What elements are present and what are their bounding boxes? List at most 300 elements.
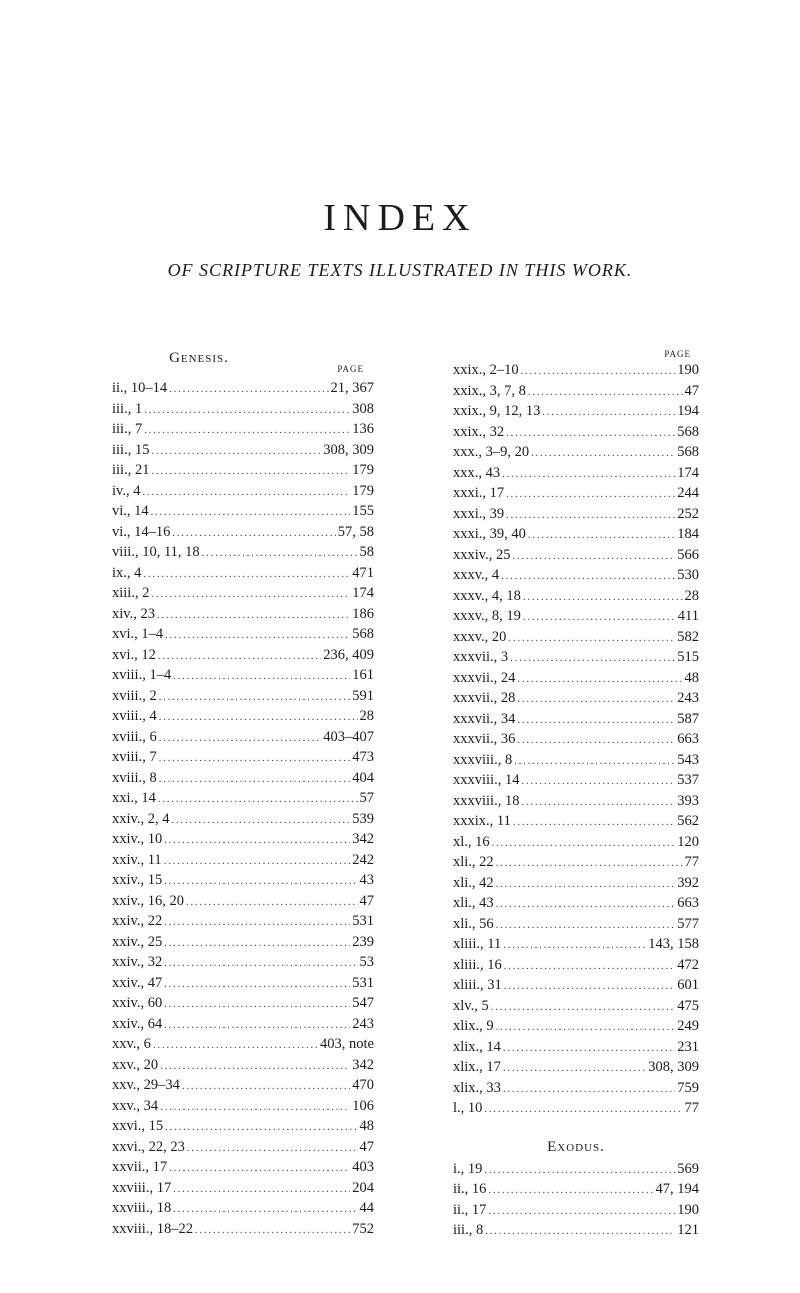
index-entry bbox=[453, 934, 699, 955]
index-entry bbox=[453, 729, 699, 750]
entry-page-number: 473 bbox=[352, 749, 374, 765]
dot-leader bbox=[512, 547, 675, 568]
entry-page-number: 547 bbox=[352, 995, 374, 1011]
entry-page-number: 470 bbox=[352, 1077, 374, 1093]
index-entry bbox=[112, 1157, 374, 1178]
entry-page-number: 136 bbox=[352, 421, 374, 437]
dot-leader bbox=[164, 913, 350, 934]
entry-reference: xli., 56 bbox=[453, 915, 494, 932]
entry-page-number: 569 bbox=[677, 1160, 699, 1177]
entry-reference: xli., 42 bbox=[453, 874, 494, 891]
entry-reference: xxiv., 64 bbox=[112, 1015, 163, 1032]
dot-leader bbox=[485, 1222, 675, 1243]
entry-page-number: 242 bbox=[352, 851, 374, 868]
dot-leader bbox=[186, 893, 358, 914]
dot-leader bbox=[159, 708, 358, 729]
index-entry bbox=[453, 996, 699, 1017]
index-entry bbox=[112, 460, 374, 481]
index-entry bbox=[453, 1179, 699, 1200]
entry-reference: xxiv., 15 bbox=[112, 872, 163, 888]
index-entry bbox=[112, 563, 374, 584]
index-entry bbox=[112, 850, 374, 871]
index-entry bbox=[453, 1057, 699, 1078]
entry-page-number: 47 bbox=[359, 1138, 374, 1155]
entry-reference: xxiv., 16, 20 bbox=[112, 892, 184, 909]
entry-reference: xxiv., 47 bbox=[112, 974, 163, 991]
entry-page-number: 179 bbox=[352, 462, 374, 478]
index-entry bbox=[453, 893, 699, 914]
entry-page-number: 471 bbox=[352, 564, 374, 581]
entry-reference: l., 10 bbox=[453, 1100, 483, 1116]
dot-leader bbox=[182, 1077, 350, 1098]
index-entry bbox=[112, 1178, 374, 1199]
dot-leader bbox=[504, 957, 676, 978]
dot-leader bbox=[164, 975, 350, 996]
index-entry bbox=[112, 1096, 374, 1117]
entry-reference: xxvi., 22, 23 bbox=[112, 1138, 185, 1155]
entry-page-number: 143, 158 bbox=[648, 936, 699, 952]
entry-reference: xviii., 7 bbox=[112, 749, 157, 765]
entry-page-number: 184 bbox=[677, 526, 699, 542]
index-entry bbox=[453, 442, 699, 463]
page-column-label: PAGE bbox=[664, 349, 691, 359]
index-entry bbox=[112, 1075, 374, 1096]
entry-page-number: 568 bbox=[677, 444, 699, 460]
entry-page-number: 587 bbox=[677, 710, 699, 727]
dot-leader bbox=[492, 834, 676, 855]
entry-page-number: 58 bbox=[359, 544, 374, 560]
dot-leader bbox=[503, 1039, 675, 1060]
index-entry bbox=[453, 401, 699, 422]
dot-leader bbox=[151, 462, 350, 483]
dot-leader bbox=[523, 588, 683, 609]
index-entry bbox=[112, 911, 374, 932]
dot-leader bbox=[164, 934, 350, 955]
entry-reference: xxv., 34 bbox=[112, 1097, 159, 1114]
entry-reference: xxxix., 11 bbox=[453, 813, 511, 829]
dot-leader bbox=[488, 1181, 653, 1202]
dot-leader bbox=[173, 1200, 357, 1221]
dot-leader bbox=[528, 526, 675, 547]
index-entry bbox=[453, 524, 699, 545]
index-entry bbox=[453, 975, 699, 996]
index-entry bbox=[112, 952, 374, 973]
entry-reference: xxxvii., 34 bbox=[453, 710, 516, 727]
entry-reference: xxvii., 17 bbox=[112, 1159, 168, 1175]
dot-leader bbox=[503, 1080, 675, 1101]
entry-reference: xxx., 43 bbox=[453, 464, 501, 481]
dot-leader bbox=[169, 380, 328, 401]
entry-reference: xviii., 4 bbox=[112, 708, 157, 724]
entry-page-number: 392 bbox=[677, 874, 699, 891]
index-entry bbox=[112, 624, 374, 645]
entry-page-number: 28 bbox=[359, 708, 374, 724]
index-entry bbox=[112, 932, 374, 953]
entry-page-number: 194 bbox=[677, 403, 699, 419]
entry-page-number: 663 bbox=[677, 895, 699, 911]
dot-leader bbox=[496, 854, 683, 875]
entry-reference: xxxi., 39 bbox=[453, 505, 505, 522]
index-entry bbox=[112, 1116, 374, 1137]
entry-page-number: 77 bbox=[684, 854, 699, 870]
entry-reference: iii., 7 bbox=[112, 421, 143, 437]
dot-leader bbox=[151, 503, 351, 524]
dot-leader bbox=[173, 667, 350, 688]
index-entry bbox=[453, 873, 699, 894]
dot-leader bbox=[517, 711, 675, 732]
entry-reference: xxxv., 8, 19 bbox=[453, 608, 521, 624]
entry-page-number: 243 bbox=[352, 1015, 374, 1032]
entry-page-number: 239 bbox=[352, 933, 374, 950]
index-entry bbox=[453, 1200, 699, 1221]
dot-leader bbox=[496, 1018, 676, 1039]
entry-page-number: 308, 309 bbox=[323, 441, 374, 458]
index-entry bbox=[453, 565, 699, 586]
dot-leader bbox=[523, 608, 676, 629]
entry-page-number: 249 bbox=[677, 1018, 699, 1034]
index-entry bbox=[453, 1016, 699, 1037]
entry-page-number: 47, 194 bbox=[655, 1181, 699, 1197]
dot-leader bbox=[508, 629, 675, 650]
entry-page-number: 752 bbox=[352, 1220, 374, 1237]
entry-reference: xxxvii., 28 bbox=[453, 690, 516, 706]
entry-page-number: 404 bbox=[352, 769, 374, 786]
index-entry bbox=[453, 381, 699, 402]
index-entry bbox=[453, 955, 699, 976]
entry-page-number: 53 bbox=[359, 954, 374, 970]
entry-page-number: 43 bbox=[359, 872, 374, 888]
dot-leader bbox=[504, 977, 676, 998]
index-entry bbox=[112, 399, 374, 420]
entry-reference: xiii., 2 bbox=[112, 585, 150, 601]
dot-leader bbox=[142, 483, 350, 504]
entry-reference: xxix., 3, 7, 8 bbox=[453, 382, 526, 399]
entry-page-number: 537 bbox=[677, 772, 699, 788]
index-entry bbox=[453, 811, 699, 832]
entry-page-number: 231 bbox=[677, 1038, 699, 1055]
dot-leader bbox=[517, 690, 675, 711]
entry-reference: xxiv., 25 bbox=[112, 933, 163, 950]
entry-reference: xxxviii., 14 bbox=[453, 772, 520, 788]
entry-reference: xlv., 5 bbox=[453, 997, 489, 1014]
dot-leader bbox=[171, 811, 350, 832]
index-entry bbox=[112, 665, 374, 686]
entry-page-number: 577 bbox=[677, 915, 699, 932]
dot-leader bbox=[153, 1036, 318, 1057]
entry-reference: xxxv., 4, 18 bbox=[453, 587, 521, 604]
entry-page-number: 77 bbox=[684, 1100, 699, 1116]
entry-reference: xxiv., 60 bbox=[112, 995, 163, 1011]
entry-page-number: 47 bbox=[359, 892, 374, 909]
entry-page-number: 539 bbox=[352, 810, 374, 827]
entry-page-number: 121 bbox=[677, 1222, 699, 1238]
index-entry bbox=[112, 501, 374, 522]
dot-leader bbox=[491, 998, 676, 1019]
index-entry bbox=[112, 419, 374, 440]
entry-page-number: 252 bbox=[677, 505, 699, 522]
entry-page-number: 342 bbox=[352, 1056, 374, 1073]
dot-leader bbox=[531, 444, 675, 465]
index-entry bbox=[112, 645, 374, 666]
entry-reference: xviii., 8 bbox=[112, 769, 157, 786]
dot-leader bbox=[521, 793, 675, 814]
entry-page-number: 411 bbox=[677, 608, 699, 624]
index-entry bbox=[453, 688, 699, 709]
entry-page-number: 120 bbox=[677, 833, 699, 850]
dot-leader bbox=[159, 749, 351, 770]
entry-page-number: 759 bbox=[677, 1079, 699, 1096]
dot-leader bbox=[169, 1159, 350, 1180]
entry-page-number: 243 bbox=[677, 690, 699, 706]
entry-page-number: 174 bbox=[352, 585, 374, 601]
dot-leader bbox=[187, 1139, 358, 1160]
dot-leader bbox=[158, 647, 321, 668]
entry-reference: xlix., 17 bbox=[453, 1059, 501, 1075]
index-entry bbox=[112, 1055, 374, 1076]
entry-reference: xxiv., 32 bbox=[112, 954, 163, 970]
entry-reference: xxxi., 17 bbox=[453, 485, 505, 501]
index-title: INDEX bbox=[323, 197, 477, 239]
entry-page-number: 47 bbox=[684, 382, 699, 399]
genesis-entry-list bbox=[112, 378, 374, 1239]
dot-leader bbox=[144, 401, 350, 422]
entry-reference: xviii., 2 bbox=[112, 687, 157, 704]
entry-reference: xxxvii., 36 bbox=[453, 731, 516, 747]
entry-page-number: 308 bbox=[352, 400, 374, 417]
dot-leader bbox=[202, 544, 358, 565]
index-entry bbox=[453, 852, 699, 873]
entry-page-number: 28 bbox=[684, 587, 699, 604]
index-entry bbox=[453, 770, 699, 791]
index-entry bbox=[453, 545, 699, 566]
entry-reference: xxix., 2–10 bbox=[453, 362, 519, 378]
entry-page-number: 48 bbox=[359, 1118, 374, 1134]
dot-leader bbox=[164, 954, 357, 975]
index-entry bbox=[112, 870, 374, 891]
index-entry bbox=[112, 993, 374, 1014]
entry-reference: xxi., 14 bbox=[112, 790, 156, 806]
dot-leader bbox=[501, 567, 675, 588]
index-entry bbox=[453, 586, 699, 607]
index-entry bbox=[453, 422, 699, 443]
entry-page-number: 308, 309 bbox=[648, 1059, 699, 1075]
dot-leader bbox=[484, 1161, 675, 1182]
dot-leader bbox=[496, 916, 676, 937]
entry-page-number: 591 bbox=[352, 687, 374, 704]
entry-page-number: 204 bbox=[352, 1179, 374, 1196]
entry-reference: xviii., 6 bbox=[112, 728, 157, 745]
dot-leader bbox=[144, 421, 350, 442]
dot-leader bbox=[521, 772, 675, 793]
right-column bbox=[453, 348, 699, 1241]
entry-page-number: 472 bbox=[677, 956, 699, 973]
entry-reference: xxxvii., 3 bbox=[453, 649, 509, 665]
entry-page-number: 106 bbox=[352, 1097, 374, 1114]
dot-leader bbox=[151, 585, 350, 606]
dot-leader bbox=[164, 1016, 350, 1037]
index-entry bbox=[453, 483, 699, 504]
entry-reference: xliii., 11 bbox=[453, 936, 502, 952]
dot-leader bbox=[517, 731, 675, 752]
index-entry bbox=[453, 463, 699, 484]
index-entry bbox=[453, 504, 699, 525]
index-entry bbox=[112, 788, 374, 809]
index-entry bbox=[453, 627, 699, 648]
index-entry bbox=[112, 1014, 374, 1035]
entry-reference: i., 19 bbox=[453, 1160, 483, 1177]
dot-leader bbox=[514, 752, 675, 773]
entry-reference: xxvi., 15 bbox=[112, 1118, 164, 1134]
entry-page-number: 475 bbox=[677, 997, 699, 1014]
genesis-continued-entry-list bbox=[453, 360, 699, 1119]
index-entry bbox=[112, 378, 374, 399]
entry-reference: xvi., 1–4 bbox=[112, 626, 164, 642]
dot-leader bbox=[157, 606, 350, 627]
entry-page-number: 403, note bbox=[320, 1036, 374, 1052]
entry-reference: iv., 4 bbox=[112, 482, 141, 499]
entry-reference: ii., 16 bbox=[453, 1181, 487, 1197]
dot-leader bbox=[165, 1118, 357, 1139]
index-entry bbox=[112, 522, 374, 543]
index-entry bbox=[453, 914, 699, 935]
index-entry bbox=[112, 706, 374, 727]
entry-page-number: 530 bbox=[677, 567, 699, 583]
index-entry bbox=[453, 832, 699, 853]
entry-reference: xxiv., 22 bbox=[112, 913, 163, 929]
entry-reference: xxx., 3–9, 20 bbox=[453, 444, 530, 460]
index-entry bbox=[453, 360, 699, 381]
dot-leader bbox=[502, 465, 675, 486]
entry-reference: xliii., 31 bbox=[453, 977, 502, 993]
index-entry bbox=[112, 809, 374, 830]
entry-reference: xxv., 29–34 bbox=[112, 1077, 180, 1093]
index-entry bbox=[112, 891, 374, 912]
entry-page-number: 57 bbox=[359, 790, 374, 806]
entry-page-number: 186 bbox=[352, 605, 374, 622]
entry-page-number: 21, 367 bbox=[330, 380, 374, 396]
entry-page-number: 393 bbox=[677, 792, 699, 809]
index-subtitle: OF SCRIPTURE TEXTS ILLUSTRATED IN THIS WORK. bbox=[167, 260, 633, 280]
entry-reference: xxiv., 11 bbox=[112, 851, 162, 868]
index-entry bbox=[112, 768, 374, 789]
entry-reference: iii., 15 bbox=[112, 441, 150, 458]
dot-leader bbox=[506, 424, 675, 445]
dot-leader bbox=[517, 670, 682, 691]
entry-reference: vi., 14 bbox=[112, 503, 149, 519]
index-entry bbox=[112, 1034, 374, 1055]
index-entry bbox=[112, 604, 374, 625]
entry-page-number: 57, 58 bbox=[337, 523, 374, 540]
entry-page-number: 543 bbox=[677, 751, 699, 768]
entry-page-number: 663 bbox=[677, 731, 699, 747]
index-entry bbox=[112, 727, 374, 748]
entry-reference: xxviii., 18–22 bbox=[112, 1220, 193, 1237]
entry-page-number: 155 bbox=[352, 503, 374, 519]
entry-reference: ix., 4 bbox=[112, 564, 142, 581]
entry-page-number: 531 bbox=[352, 974, 374, 991]
entry-reference: xvi., 12 bbox=[112, 646, 156, 663]
entry-reference: xxxviii., 8 bbox=[453, 751, 513, 768]
index-entry bbox=[453, 791, 699, 812]
dot-leader bbox=[510, 649, 675, 670]
dot-leader bbox=[159, 729, 322, 750]
dot-leader bbox=[158, 790, 358, 811]
dot-leader bbox=[172, 524, 335, 545]
index-entry bbox=[453, 1220, 699, 1241]
entry-page-number: 601 bbox=[677, 977, 699, 993]
dot-leader bbox=[484, 1100, 682, 1121]
left-column bbox=[112, 348, 374, 1239]
entry-page-number: 403 bbox=[352, 1159, 374, 1175]
dot-leader bbox=[503, 1059, 646, 1080]
index-entry bbox=[112, 973, 374, 994]
entry-reference: xxiv., 2, 4 bbox=[112, 810, 170, 827]
entry-reference: iii., 21 bbox=[112, 462, 150, 478]
entry-reference: xlix., 9 bbox=[453, 1018, 494, 1034]
entry-reference: xviii., 1–4 bbox=[112, 667, 172, 683]
entry-page-number: 568 bbox=[352, 626, 374, 642]
index-entry bbox=[453, 606, 699, 627]
entry-reference: viii., 10, 11, 18 bbox=[112, 544, 200, 560]
section-heading-genesis: Genesis. bbox=[169, 350, 229, 366]
dot-leader bbox=[173, 1180, 350, 1201]
entry-reference: xlix., 33 bbox=[453, 1079, 501, 1096]
index-entry bbox=[453, 709, 699, 730]
index-entry bbox=[453, 1037, 699, 1058]
dot-leader bbox=[528, 383, 683, 404]
entry-page-number: 190 bbox=[677, 362, 699, 378]
entry-page-number: 403–407 bbox=[323, 728, 374, 745]
section-heading-exodus: Exodus. bbox=[547, 1138, 605, 1155]
dot-leader bbox=[164, 831, 350, 852]
dot-leader bbox=[195, 1221, 350, 1242]
entry-reference: iii., 1 bbox=[112, 400, 143, 417]
dot-leader bbox=[164, 872, 357, 893]
index-entry bbox=[453, 668, 699, 689]
entry-page-number: 190 bbox=[677, 1201, 699, 1218]
index-entry bbox=[453, 750, 699, 771]
entry-reference: xxxviii., 18 bbox=[453, 792, 520, 809]
entry-reference: xli., 22 bbox=[453, 854, 494, 870]
entry-page-number: 515 bbox=[677, 649, 699, 665]
dot-leader bbox=[506, 485, 675, 506]
dot-leader bbox=[143, 565, 350, 586]
entry-reference: vi., 14–16 bbox=[112, 523, 171, 540]
entry-reference: xli., 43 bbox=[453, 895, 494, 911]
entry-reference: xl., 16 bbox=[453, 833, 490, 850]
dot-leader bbox=[521, 362, 676, 383]
dot-leader bbox=[513, 813, 675, 834]
index-entry bbox=[112, 829, 374, 850]
entry-reference: xxviii., 17 bbox=[112, 1179, 172, 1196]
entry-page-number: 566 bbox=[677, 546, 699, 563]
dot-leader bbox=[160, 1057, 350, 1078]
dot-leader bbox=[164, 995, 350, 1016]
dot-leader bbox=[151, 442, 321, 463]
entry-page-number: 582 bbox=[677, 628, 699, 645]
entry-page-number: 48 bbox=[684, 669, 699, 686]
dot-leader bbox=[488, 1202, 675, 1223]
entry-reference: xliii., 16 bbox=[453, 956, 502, 973]
index-entry bbox=[112, 1219, 374, 1240]
page-column-label: PAGE bbox=[337, 364, 364, 374]
entry-reference: xiv., 23 bbox=[112, 605, 155, 622]
index-entry bbox=[453, 1159, 699, 1180]
entry-reference: ii., 10–14 bbox=[112, 380, 168, 396]
index-entry bbox=[112, 686, 374, 707]
index-entry bbox=[112, 1198, 374, 1219]
entry-reference: xxxiv., 25 bbox=[453, 546, 511, 563]
